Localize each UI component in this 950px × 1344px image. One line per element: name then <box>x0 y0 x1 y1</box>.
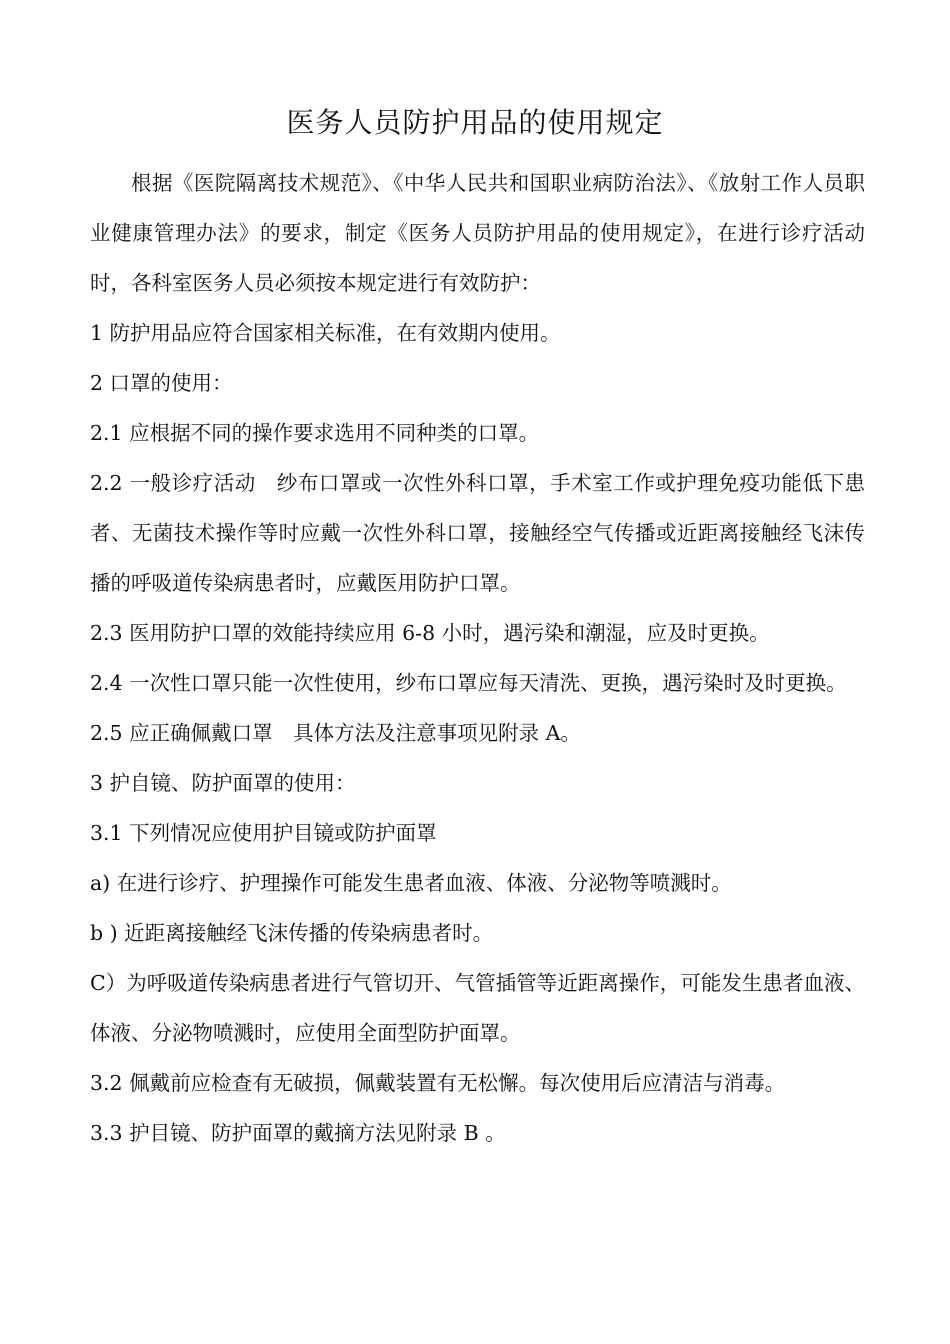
clause-3-1-b: b ) 近距离接触经飞沫传播的传染病患者时。 <box>90 921 494 945</box>
clause-2-5: 2.5 应正确佩戴口罩 具体方法及注意事项见附录 A。 <box>90 721 581 745</box>
clause-2-1: 2.1 应根据不同的操作要求选用不同种类的口罩。 <box>90 421 540 445</box>
section-3-heading: 3 护自镜、防护面罩的使用： <box>90 771 356 795</box>
clause-3-1: 3.1 下列情况应使用护目镜或防护面罩 <box>90 821 437 845</box>
document-body <box>90 158 865 1158</box>
section-2-heading: 2 口罩的使用： <box>90 371 233 395</box>
clause-2-4: 2.4 一次性口罩只能一次性使用，纱布口罩应每天清洗、更换，遇污染时及时更换。 <box>90 671 847 695</box>
clause-2-3: 2.3 医用防护口罩的效能持续应用 6-8 小时，遇污染和潮湿，应及时更换。 <box>90 621 770 645</box>
clause-3-3: 3.3 护目镜、防护面罩的戴摘方法见附录 B 。 <box>90 1121 506 1145</box>
clause-1: 1 防护用品应符合国家相关标准，在有效期内使用。 <box>90 321 561 345</box>
clause-3-1-a: a) 在进行诊疗、护理操作可能发生患者血液、体液、分泌物等喷溅时。 <box>90 871 732 895</box>
clause-2-2: 2.2 一般诊疗活动 纱布口罩或一次性外科口罩，手术室工作或护理免疫功能低下患者、无菌技术操作等时应戴一次性外科口罩，接触经空气传播或近距离接触经飞沫传播的呼吸道传染病患者时，应戴医用防护口罩。 <box>90 471 865 595</box>
clause-3-2: 3.2 佩戴前应检查有无破损，佩戴装置有无松懈。每次使用后应清洁与消毒。 <box>90 1071 786 1095</box>
clause-3-1-c: C）为呼吸道传染病患者进行气管切开、气管插管等近距离操作，可能发生患者血液、体液、分泌物喷溅时，应使用全面型防护面罩。 <box>90 971 865 1045</box>
intro-paragraph: 根据《医院隔离技术规范》、《中华人民共和国职业病防治法》、《放射工作人员职业健康管理办法》的要求，制定《医务人员防护用品的使用规定》，在进行诊疗活动时，各科室医务人员必须按本规定进行有效防护： <box>90 171 865 295</box>
document-title: 医务人员防护用品的使用规定 <box>286 106 664 139</box>
